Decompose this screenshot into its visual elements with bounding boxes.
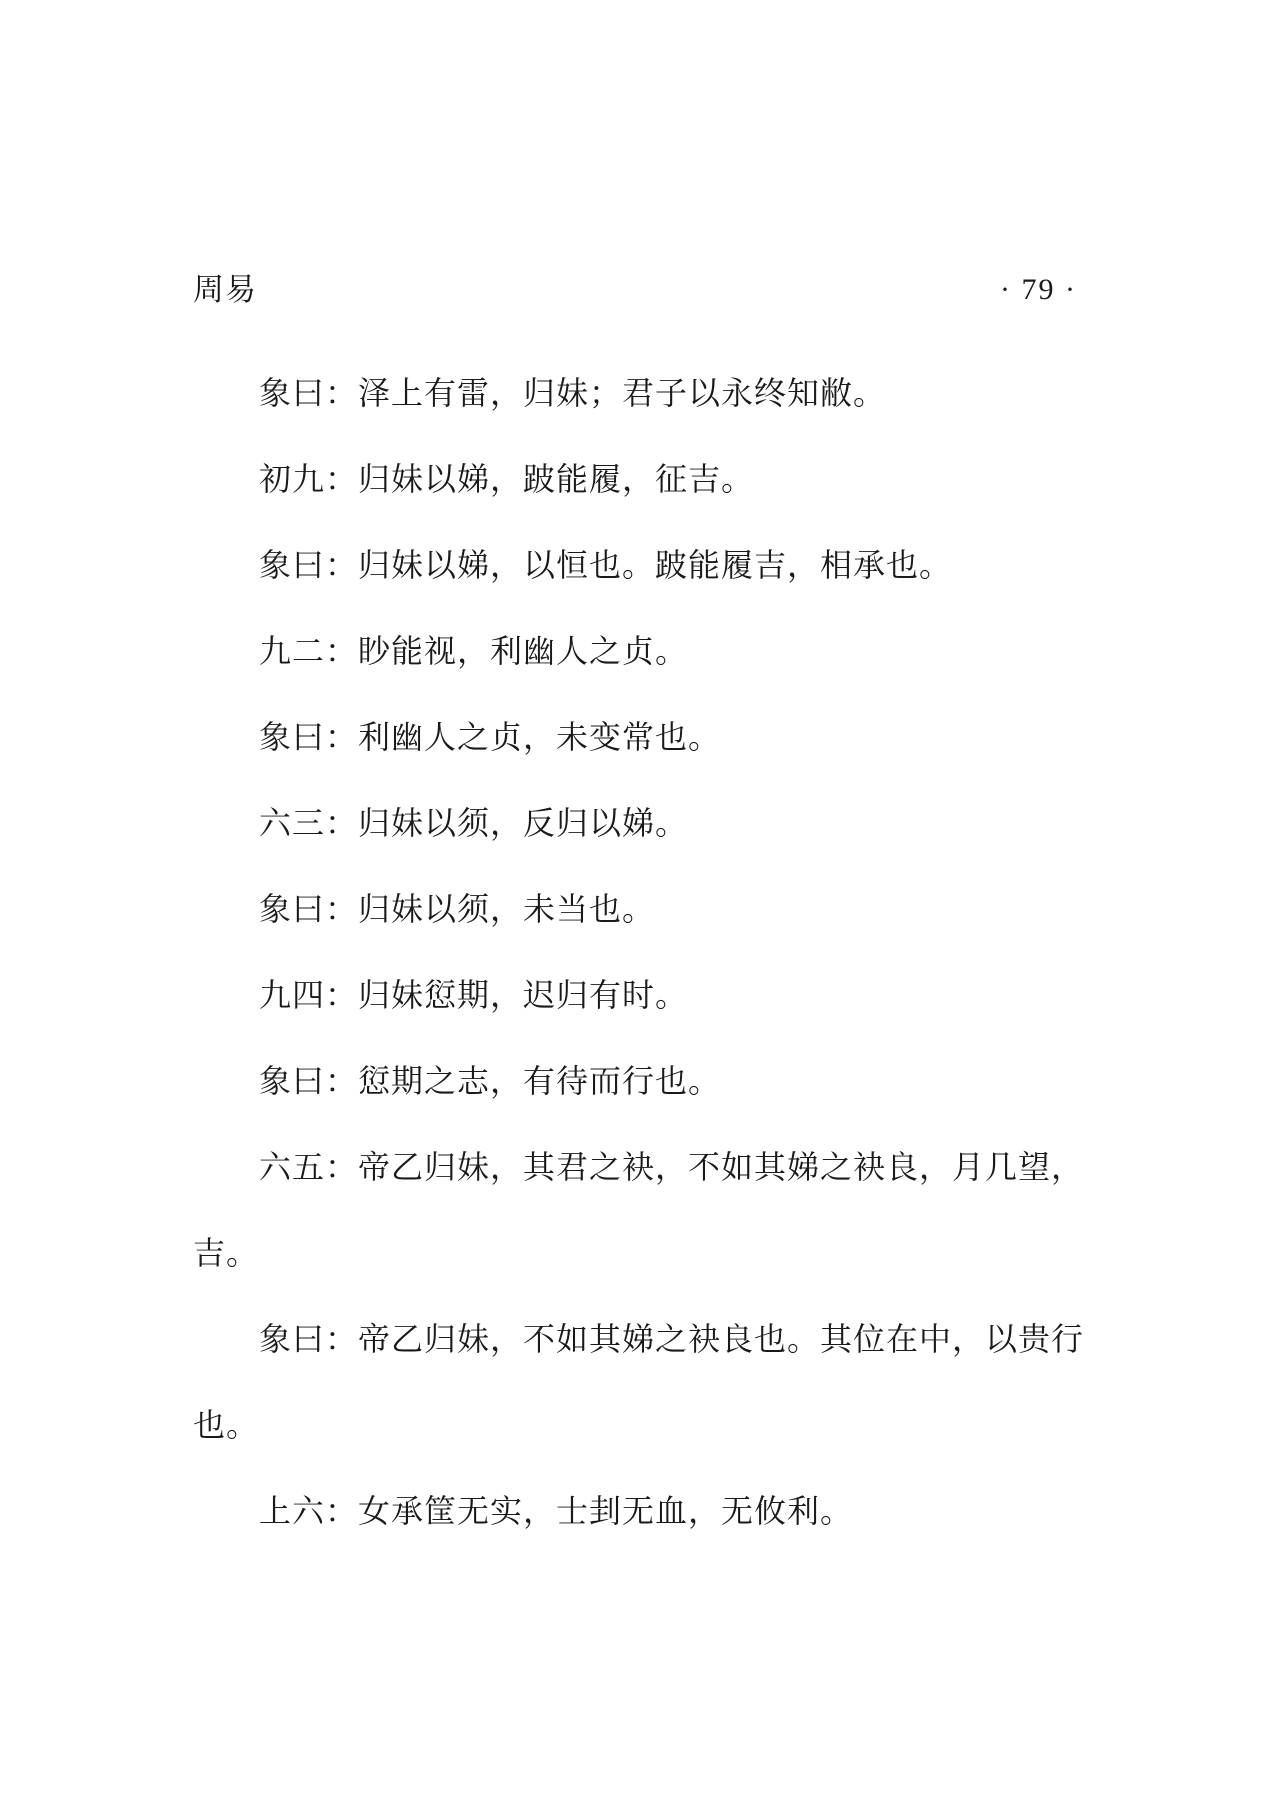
paragraph: 六三：归妹以须，反归以娣。	[259, 804, 689, 842]
paragraph: 象曰：帝乙归妹，不如其娣之袂良也。其位在中，以贵行也。	[193, 1320, 1085, 1444]
paragraph: 象曰：泽上有雷，归妹；君子以永终知敝。	[259, 374, 887, 412]
paragraph: 象曰：愆期之志，有待而行也。	[259, 1062, 722, 1100]
running-header-title: 周易	[193, 272, 257, 308]
text-body	[193, 350, 1093, 1554]
paragraph: 上六：女承筐无实，士刲无血，无攸利。	[259, 1492, 854, 1530]
paragraph: 象曰：归妹以须，未当也。	[259, 890, 656, 928]
paragraph: 象曰：归妹以娣，以恒也。跛能履吉，相承也。	[259, 546, 953, 584]
paragraph: 九四：归妹愆期，迟归有时。	[259, 976, 689, 1014]
paragraph: 象曰：利幽人之贞，未变常也。	[259, 718, 722, 756]
paragraph: 六五：帝乙归妹，其君之袂，不如其娣之袂良，月几望，吉。	[193, 1148, 1085, 1272]
page-number: · 79 ·	[1000, 273, 1077, 306]
paragraph: 初九：归妹以娣，跛能履，征吉。	[259, 460, 755, 498]
paragraph: 九二：眇能视，利幽人之贞。	[259, 632, 689, 670]
